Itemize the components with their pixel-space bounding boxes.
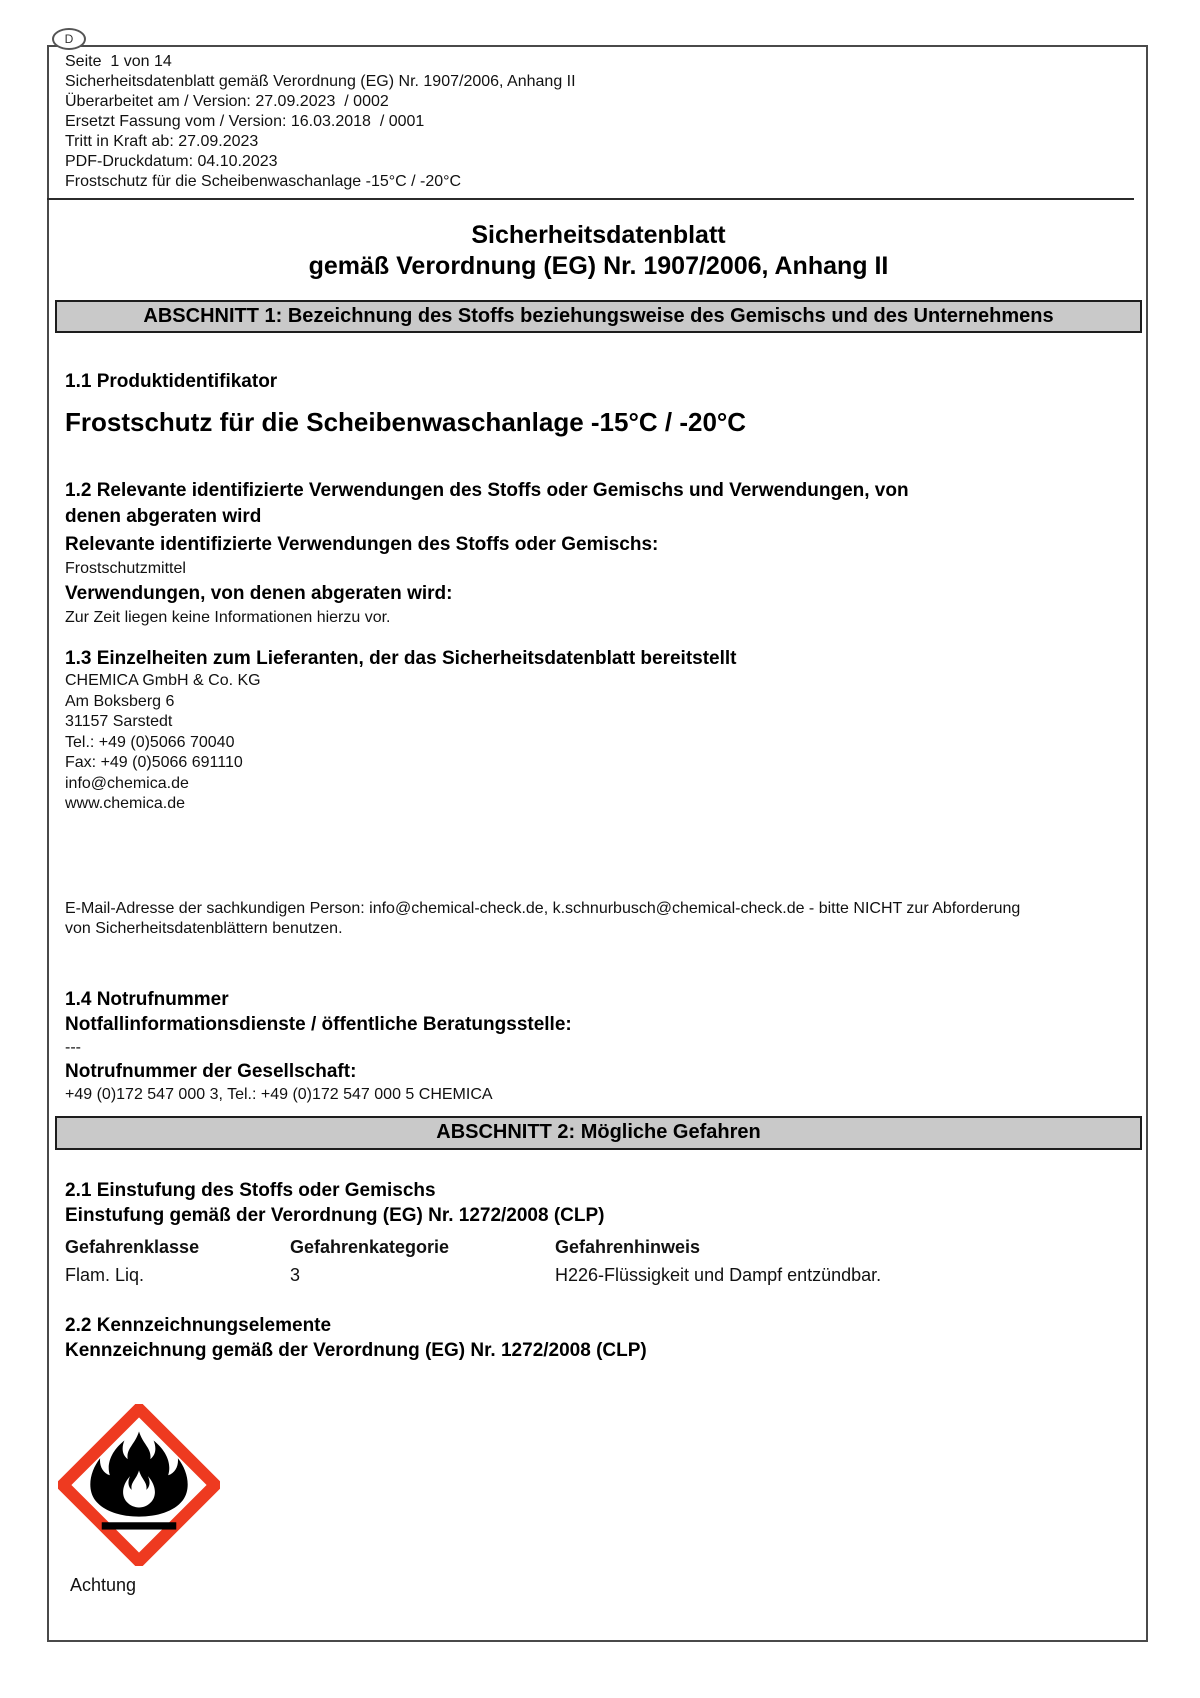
document-title-line1: Sicherheitsdatenblatt [471,221,726,249]
section-1-banner: ABSCHNITT 1: Bezeichnung des Stoffs beziehungsweise des Gemischs und des Unternehmens [55,300,1142,333]
product-name: Frostschutz für die Scheibenwaschanlage -15°C / -20°C [65,407,747,437]
hazard-classification-table [65,1233,1130,1289]
clp-labelling-subheading: Kennzeichnung gemäß der Verordnung (EG) Nr. 1272/2008 (CLP) [65,1339,647,1361]
hazard-table-header-row [65,1233,1130,1261]
heading-2-1: 2.1 Einstufung des Stoffs oder Gemischs [65,1179,436,1201]
regulation-reference: Sicherheitsdatenblatt gemäß Verordnung (EG) Nr. 1907/2006, Anhang II [65,73,576,90]
heading-1-1: 1.1 Produktidentifikator [65,371,278,392]
document-title [47,220,1150,282]
heading-1-4: 1.4 Notrufnummer [65,988,229,1010]
heading-1-3: 1.3 Einzelheiten zum Lieferanten, der das Sicherheitsdatenblatt bereitstellt [65,648,737,669]
signal-word: Achtung [70,1574,137,1595]
table-row [65,1261,1130,1289]
product-reference: Frostschutz für die Scheibenwaschanlage -15°C / -20°C [65,173,462,190]
public-emergency-value: --- [65,1038,81,1056]
uses-advised-against-label: Verwendungen, von denen abgeraten wird: [65,583,453,604]
ghs02-flame-pictogram-icon [58,1404,220,1566]
document-title-line2: gemäß Verordnung (EG) Nr. 1907/2006, Anhang II [308,252,889,280]
hazard-statement-value: H226-Flüssigkeit und Dampf entzündbar. [555,1264,882,1285]
document-header [47,45,1134,200]
replaced-version: Ersetzt Fassung vom / Version: 16.03.2018 / 0001 [65,113,425,130]
heading-2-2: 2.2 Kennzeichnungselemente [65,1314,332,1336]
revision-date-version: Überarbeitet am / Version: 27.09.2023 / 0002 [65,93,389,110]
heading-1-2: 1.2 Relevante identifizierte Verwendungen des Stoffs oder Gemischs und Verwendungen, von denen abgeraten wird [65,480,909,527]
effective-date: Tritt in Kraft ab: 27.09.2023 [65,133,259,150]
company-emergency-label: Notrufnummer der Gesellschaft: [65,1060,357,1082]
clp-classification-subheading: Einstufung gemäß der Verordnung (EG) Nr. 1272/2008 (CLP) [65,1204,605,1226]
hazard-statement-header: Gefahrenhinweis [555,1236,701,1257]
supplier-name: CHEMICA GmbH & Co. KG [65,672,261,689]
hazard-category-value: 3 [290,1264,301,1285]
supplier-city: 31157 Sarstedt [65,713,173,730]
supplier-website: www.chemica.de [65,795,186,812]
pdf-print-date: PDF-Druckdatum: 04.10.2023 [65,153,278,170]
supplier-email: info@chemica.de [65,774,189,792]
language-badge-d: D [52,28,86,50]
competent-person-email-note: E-Mail-Adresse der sachkundigen Person: info@chemical-check.de, k.schnurbusch@chemical-check.de - bitte NICHT zur Abforderung von Sicherheitsdatenblättern benutzen. [65,899,1021,937]
hazard-class-value: Flam. Liq. [65,1264,145,1285]
supplier-phone: Tel.: +49 (0)5066 70040 [65,733,235,751]
hazard-category-header: Gefahrenkategorie [290,1236,450,1257]
document-page [47,45,1150,1642]
supplier-street: Am Boksberg 6 [65,692,175,710]
identified-uses-label: Relevante identifizierte Verwendungen des Stoffs oder Gemischs: [65,534,659,555]
public-emergency-label: Notfallinformationsdienste / öffentliche Beratungsstelle: [65,1013,572,1035]
hazard-class-header: Gefahrenklasse [65,1236,200,1257]
supplier-fax: Fax: +49 (0)5066 691110 [65,754,243,771]
identified-uses-value: Frostschutzmittel [65,560,186,577]
page-number: Seite 1 von 14 [65,53,172,70]
uses-advised-against-value: Zur Zeit liegen keine Informationen hierzu vor. [65,609,391,626]
company-emergency-value: +49 (0)172 547 000 3, Tel.: +49 (0)172 547 000 5 CHEMICA [65,1085,493,1103]
section-2-banner: ABSCHNITT 2: Mögliche Gefahren [55,1116,1142,1150]
